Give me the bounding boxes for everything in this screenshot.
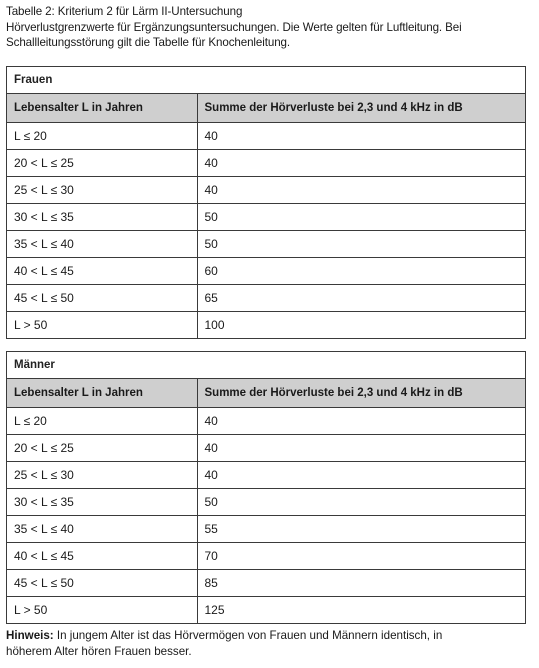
age-cell: 30 < L ≤ 35 <box>7 204 197 231</box>
frauen-table <box>7 94 525 338</box>
age-cell: L ≤ 20 <box>7 408 197 435</box>
header-age: Lebensalter L in Jahren <box>7 379 197 408</box>
table-row <box>7 543 525 570</box>
age-cell: 30 < L ≤ 35 <box>7 489 197 516</box>
value-cell: 65 <box>197 285 525 312</box>
table-row <box>7 570 525 597</box>
value-cell: 85 <box>197 570 525 597</box>
value-cell: 40 <box>197 462 525 489</box>
table-row <box>7 597 525 624</box>
age-cell: 45 < L ≤ 50 <box>7 570 197 597</box>
value-cell: 50 <box>197 204 525 231</box>
age-cell: L > 50 <box>7 597 197 624</box>
maenner-table <box>7 379 525 623</box>
maenner-title: Männer <box>7 352 525 379</box>
age-cell: 20 < L ≤ 25 <box>7 150 197 177</box>
age-cell: L ≤ 20 <box>7 123 197 150</box>
header-age: Lebensalter L in Jahren <box>7 94 197 123</box>
age-cell: 35 < L ≤ 40 <box>7 516 197 543</box>
note-label: Hinweis: <box>6 629 54 642</box>
value-cell: 40 <box>197 435 525 462</box>
frauen-title: Frauen <box>7 67 525 94</box>
caption-title: Tabelle 2: Kriterium 2 für Lärm II-Untersuchung <box>6 5 243 18</box>
table-row <box>7 312 525 339</box>
table-row <box>7 258 525 285</box>
header-sum: Summe der Hörverluste bei 2,3 und 4 kHz in dB <box>197 94 525 123</box>
table-row <box>7 285 525 312</box>
age-cell: 40 < L ≤ 45 <box>7 258 197 285</box>
caption-description: Hörverlustgrenzwerte für Ergänzungsuntersuchungen. Die Werte gelten für Luftleitung. Bei <box>6 20 462 34</box>
table-row <box>7 150 525 177</box>
value-cell: 40 <box>197 408 525 435</box>
value-cell: 40 <box>197 177 525 204</box>
header-sum: Summe der Hörverluste bei 2,3 und 4 kHz in dB <box>197 379 525 408</box>
table-row <box>7 177 525 204</box>
table-row <box>7 204 525 231</box>
age-cell: 35 < L ≤ 40 <box>7 231 197 258</box>
age-cell: L > 50 <box>7 312 197 339</box>
note-text-continued: höherem Alter hören Frauen besser. <box>6 645 192 658</box>
value-cell: 60 <box>197 258 525 285</box>
maenner-table-block <box>6 351 526 624</box>
table-caption <box>6 4 534 51</box>
age-cell: 25 < L ≤ 30 <box>7 462 197 489</box>
value-cell: 40 <box>197 150 525 177</box>
caption-description-continued: Schallleitungsstörung gilt die Tabelle für Knochenleitung. <box>6 36 291 50</box>
table-row <box>7 462 525 489</box>
frauen-header-row <box>7 94 525 123</box>
value-cell: 55 <box>197 516 525 543</box>
table-row <box>7 408 525 435</box>
value-cell: 70 <box>197 543 525 570</box>
age-cell: 45 < L ≤ 50 <box>7 285 197 312</box>
value-cell: 50 <box>197 489 525 516</box>
table-row <box>7 231 525 258</box>
table-row <box>7 516 525 543</box>
age-cell: 40 < L ≤ 45 <box>7 543 197 570</box>
age-cell: 25 < L ≤ 30 <box>7 177 197 204</box>
value-cell: 50 <box>197 231 525 258</box>
maenner-header-row <box>7 379 525 408</box>
value-cell: 40 <box>197 123 525 150</box>
table-row <box>7 123 525 150</box>
value-cell: 100 <box>197 312 525 339</box>
hinweis-note <box>6 628 534 660</box>
age-cell: 20 < L ≤ 25 <box>7 435 197 462</box>
frauen-table-block <box>6 66 526 339</box>
value-cell: 125 <box>197 597 525 624</box>
table-row <box>7 489 525 516</box>
table-row <box>7 435 525 462</box>
note-text: In jungem Alter ist das Hörvermögen von Frauen und Männern identisch, in <box>53 629 443 642</box>
